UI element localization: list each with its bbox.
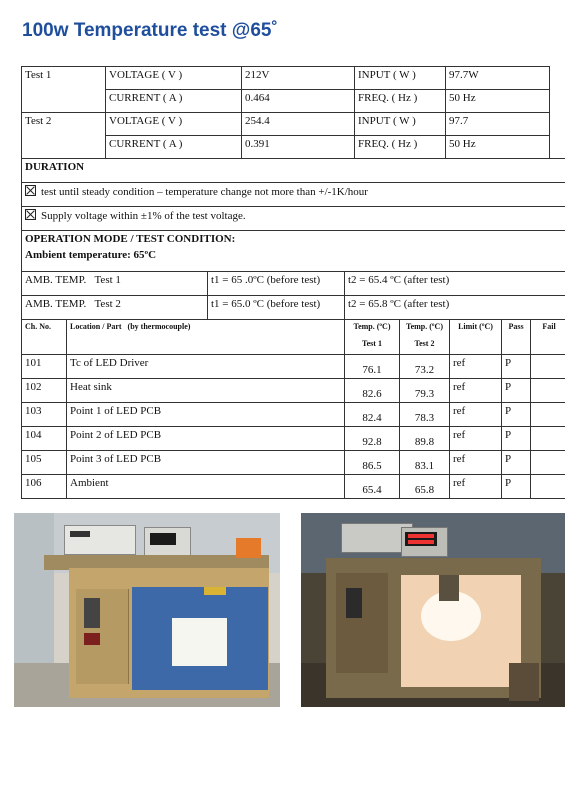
limit-cell: ref [450,403,502,427]
amb-t1: t1 = 65 .0ºC (before test) [208,272,345,296]
temp-test1-cell: 86.5 [345,451,400,475]
temp-test2-cell: 89.8 [400,427,450,451]
temp-test2-cell: 65.8 [400,475,450,499]
pass-cell: P [502,355,531,379]
page-title: 100w Temperature test @65˚ [22,20,278,41]
amb-test: Test 1 [94,274,121,286]
location-cell: Point 2 of LED PCB [67,427,345,451]
fail-cell [531,379,565,403]
pass-cell: P [502,379,531,403]
location-cell: Heat sink [67,379,345,403]
channel-cell: 102 [22,379,67,403]
amb-label: AMB. TEMP. [25,298,87,310]
channel-cell: 104 [22,427,67,451]
current-value: 0.464 [242,90,355,113]
operation-heading: OPERATION MODE / TEST CONDITION: [25,233,236,245]
results-table [21,158,565,499]
temp-test1-cell: 76.1 [345,355,400,379]
temp-test2-cell: 83.1 [400,451,450,475]
input-label: INPUT ( W ) [355,67,446,90]
header-location: Location / Part [70,322,122,331]
freq-label: FREQ. ( Hz ) [355,90,446,113]
table-row [22,475,565,499]
fail-cell [531,355,565,379]
location-cell: Point 1 of LED PCB [67,403,345,427]
amb-t2: t2 = 65.4 ºC (after test) [345,272,565,296]
checked-box-icon [25,209,36,220]
duration-item: test until steady condition – temperature change not more than +/-1K/hour [41,186,368,198]
freq-value: 50 Hz [446,136,550,159]
test-name: Test 1 [22,67,106,113]
freq-value: 50 Hz [446,90,550,113]
temp-test2-cell: 78.3 [400,403,450,427]
temp-test1-cell: 65.4 [345,475,400,499]
checked-box-icon [25,185,36,196]
limit-cell: ref [450,475,502,499]
current-value: 0.391 [242,136,355,159]
pass-cell: P [502,475,531,499]
header-temp2-sub: Test 2 [414,339,435,348]
table-row [22,113,550,136]
channel-cell: 103 [22,403,67,427]
header-temp2: Temp. (ºC) [405,322,443,331]
duration-heading: DURATION [22,159,565,183]
amb-label: AMB. TEMP. [25,274,87,286]
table-row [22,403,565,427]
duration-item-row [22,207,565,231]
channel-cell: 105 [22,451,67,475]
input-value: 97.7 [446,113,550,136]
amb-row [22,296,565,320]
table-row [22,427,565,451]
amb-row [22,272,565,296]
limit-cell: ref [450,355,502,379]
limit-cell: ref [450,451,502,475]
duration-heading-row [22,159,565,183]
header-row [22,320,565,355]
pass-cell: P [502,403,531,427]
pass-cell: P [502,427,531,451]
header-limit: Limit (ºC) [450,320,502,355]
fail-cell [531,475,565,499]
location-cell: Tc of LED Driver [67,355,345,379]
temp-test2-cell: 73.2 [400,355,450,379]
amb-test: Test 2 [94,298,121,310]
header-location-note: (by thermocouple) [127,322,191,331]
header-temp1: Temp. (ºC) [353,322,391,331]
channel-cell: 101 [22,355,67,379]
amb-t1: t1 = 65.0 ºC (before test) [208,296,345,320]
duration-item-row [22,183,565,207]
header-temp1-sub: Test 1 [362,339,382,348]
ambient-temperature: Ambient temperature: 65ºC [25,249,157,261]
current-label: CURRENT ( A ) [106,90,242,113]
table-row [22,67,550,90]
table-row [22,379,565,403]
voltage-value: 212V [242,67,355,90]
table-row [22,355,565,379]
limit-cell: ref [450,379,502,403]
header-pass: Pass [502,320,531,355]
limit-cell: ref [450,427,502,451]
voltage-value: 254.4 [242,113,355,136]
fail-cell [531,403,565,427]
table-row [22,451,565,475]
test-name: Test 2 [22,113,106,159]
pass-cell: P [502,451,531,475]
current-label: CURRENT ( A ) [106,136,242,159]
header-ch: Ch. No. [22,320,67,355]
oven-photo-on [301,513,565,707]
temp-test1-cell: 92.8 [345,427,400,451]
freq-label: FREQ. ( Hz ) [355,136,446,159]
fail-cell [531,451,565,475]
location-cell: Point 3 of LED PCB [67,451,345,475]
temp-test1-cell: 82.6 [345,379,400,403]
electrical-table [21,66,550,159]
fail-cell [531,427,565,451]
input-value: 97.7W [446,67,550,90]
header-fail: Fail [531,320,565,355]
voltage-label: VOLTAGE ( V ) [106,67,242,90]
channel-cell: 106 [22,475,67,499]
temp-test1-cell: 82.4 [345,403,400,427]
operation-row [22,231,565,272]
voltage-label: VOLTAGE ( V ) [106,113,242,136]
result-rows [22,355,565,499]
temp-test2-cell: 79.3 [400,379,450,403]
oven-photo-off [14,513,280,707]
amb-t2: t2 = 65.8 ºC (after test) [345,296,565,320]
input-label: INPUT ( W ) [355,113,446,136]
duration-item: Supply voltage within ±1% of the test voltage. [41,210,246,222]
location-cell: Ambient [67,475,345,499]
